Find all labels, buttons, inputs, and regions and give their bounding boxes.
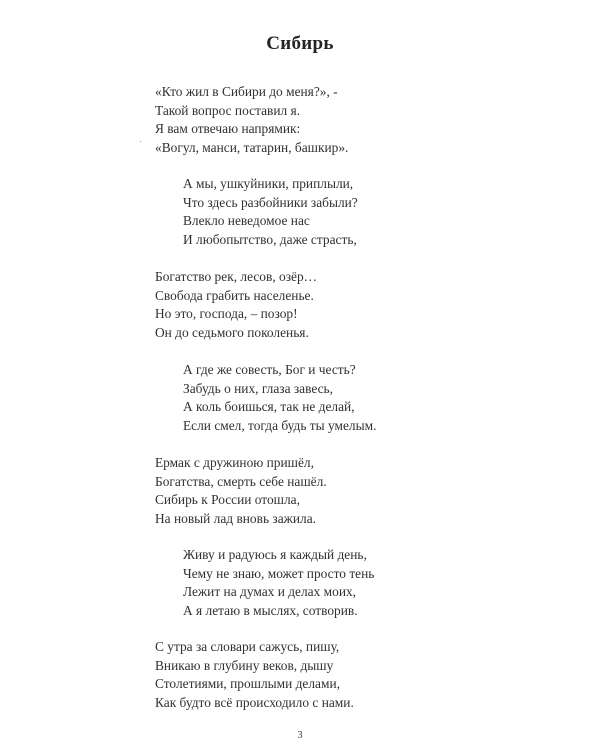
poem-line: А мы, ушкуйники, приплыли, [183, 176, 354, 191]
poem-line: Как будто всё происходило с нами. [155, 694, 354, 710]
poem-line: А где же совесть, Бог и честь? [183, 362, 356, 377]
poem-line: На новый лад вновь зажила. [155, 510, 317, 526]
poem-line: Такой вопрос поставил я. [155, 102, 301, 118]
poem-line: А коль боишься, так не делай, [183, 399, 355, 415]
poem-line: Свобода грабить населенье. [155, 287, 314, 303]
poem-line: «Кто жил в Сибири до меня?», - [155, 84, 338, 99]
poem-line: Но это, господа, – позор! [155, 306, 298, 322]
poem-line: Богатства, смерть себе нашёл. [155, 473, 327, 489]
stanza-6 [183, 546, 374, 620]
poem-line: «Вогул, манси, татарин, башкир». [155, 139, 349, 155]
stanza-5 [155, 454, 327, 528]
poem-line: И любопытство, даже страсть, [183, 231, 357, 247]
poem-title: Сибирь [266, 33, 334, 54]
poem-line: Лежит на думах и делах моих, [183, 584, 357, 600]
poem-line: Вникаю в глубину веков, дышу [155, 657, 334, 673]
poem-line: Если смел, тогда будь ты умелым. [183, 417, 377, 433]
poem-line: Чему не знаю, может просто тень [183, 565, 375, 581]
stanza-7 [155, 638, 354, 712]
stanza-2 [183, 175, 358, 249]
poem-line: Живу и радуюсь я каждый день, [183, 547, 367, 562]
poem-line: Я вам отвечаю напрямик: [155, 121, 301, 137]
page-number: 3 [297, 730, 303, 741]
stanza-1 [155, 83, 348, 157]
poem-line: Забудь о них, глаза завесь, [183, 380, 334, 396]
poem-line: С утра за словари сажусь, пишу, [155, 639, 340, 654]
poem-line: Что здесь разбойники забыли? [183, 194, 358, 210]
poem-line: Влекло неведомое нас [183, 213, 310, 229]
poem-line: Столетиями, прошлыми делами, [155, 676, 340, 692]
scan-speck [140, 141, 141, 142]
poem-line: Ермак с дружиною пришёл, [155, 455, 314, 470]
poem-line: Богатство рек, лесов, озёр… [155, 269, 318, 284]
stanza-3 [155, 268, 317, 342]
stanza-4 [183, 361, 376, 435]
poem-line: А я летаю в мыслях, сотворив. [183, 602, 358, 618]
poem-line: Сибирь к России отошла, [155, 492, 300, 508]
poem-line: Он до седьмого поколенья. [155, 324, 309, 340]
